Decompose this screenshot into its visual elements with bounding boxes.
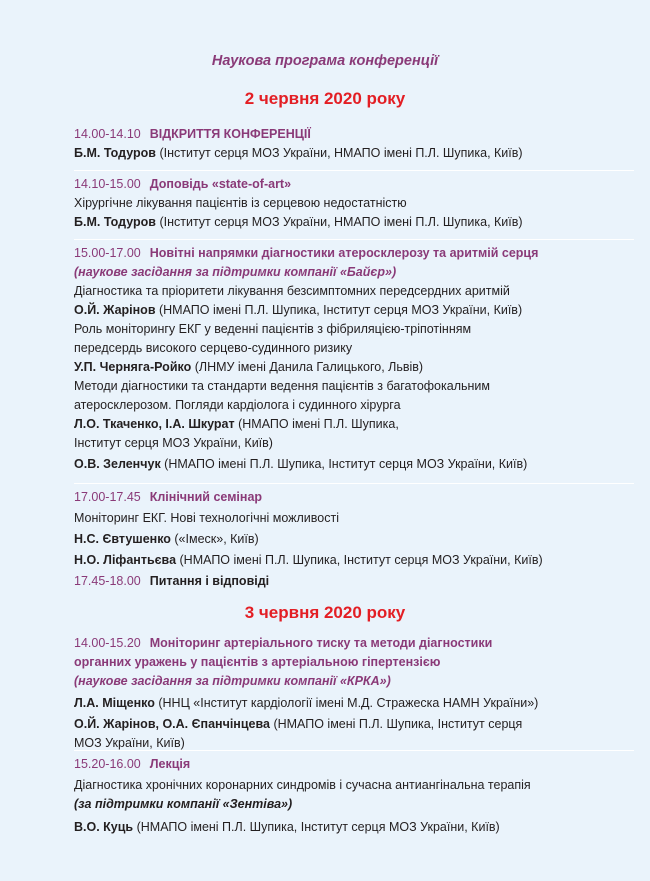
speaker-line: [74, 301, 634, 320]
talk-topic: Діагностика хронічних коронарних синдромів і сучасна антиангінальна терапія: [74, 778, 531, 792]
session-title: Лекція: [149, 757, 191, 771]
speaker-name: Б.М. Тодуров: [74, 146, 156, 160]
speaker-line: [74, 694, 634, 713]
session-lecture: [74, 755, 634, 837]
session-clinical-seminar: [74, 488, 634, 591]
session-time: 14.00-14.10: [74, 127, 141, 141]
session-title: органних уражень у пацієнтів з артеріальною гіпертензією: [74, 655, 441, 669]
speaker-line: [74, 358, 634, 377]
talk-topic: передсердь високого серцево-судинного ризику: [74, 341, 353, 355]
day2-title: 3 червня 2020 року: [244, 603, 406, 622]
session-header: [74, 755, 634, 774]
speaker-affiliation: (Інститут серця МОЗ України, НМАПО імені П.Л. Шупика, Київ): [155, 146, 523, 160]
speaker-affiliation: (Інститут серця МОЗ України, НМАПО імені П.Л. Шупика, Київ): [155, 215, 523, 229]
session-title: Питання і відповіді: [149, 574, 270, 588]
session-header: [74, 244, 634, 263]
talk-topic: Діагностика та пріоритети лікування безсимптомних передсердних аритмій: [74, 284, 510, 298]
session-title: Доповідь «state-of-art»: [149, 177, 292, 191]
session-time: 14.10-15.00: [74, 177, 141, 191]
divider: [74, 750, 634, 751]
session-header: [74, 125, 634, 144]
speaker-name: Б.М. Тодуров: [74, 215, 156, 229]
speaker-line: [74, 715, 634, 734]
session-title: Новітні напрямки діагностики атеросклерозу та аритмій серця: [149, 246, 539, 260]
speaker-line: [74, 551, 634, 570]
session-time: 17.45-18.00: [74, 574, 141, 588]
session-title: Моніторинг артеріального тиску та методи діагностики: [149, 636, 493, 650]
day1-title: 2 червня 2020 року: [244, 89, 406, 108]
talk-topic: Методи діагностики та стандарти ведення пацієнтів з багатофокальним: [74, 379, 490, 393]
speaker-affiliation: Інститут серця МОЗ України, Київ): [74, 436, 273, 450]
session-time: 17.00-17.45: [74, 490, 141, 504]
speaker-affiliation: (НМАПО імені П.Л. Шупика, Інститут серця: [269, 717, 523, 731]
talk-topic: Роль моніторингу ЕКГ у веденні пацієнтів з фібриляцією-тріпотінням: [74, 322, 472, 336]
sponsor-note: (наукове засідання за підтримки компанії «Байєр»): [74, 265, 397, 279]
speaker-name: У.П. Черняга-Ройко: [74, 360, 192, 374]
session-title: Клінічний семінар: [149, 490, 263, 504]
speaker-affiliation: (НМАПО імені П.Л. Шупика, Інститут серця МОЗ України, Київ): [155, 303, 523, 317]
speaker-name: О.Й. Жарінов, О.А. Єпанчінцева: [74, 717, 270, 731]
session-title: ВІДКРИТТЯ КОНФЕРЕНЦІЇ: [149, 127, 311, 141]
speaker-name: О.Й. Жарінов: [74, 303, 156, 317]
session-state-of-art: [74, 175, 634, 232]
session-title-cont: [74, 653, 634, 672]
session-time: 15.00-17.00: [74, 246, 141, 260]
speaker-name: О.В. Зеленчук: [74, 457, 161, 471]
divider: [74, 483, 634, 484]
speaker-affiliation: МОЗ України, Київ): [74, 736, 185, 750]
document-title: Наукова програма конференції: [211, 53, 439, 69]
speaker-affiliation: (НМАПО імені П.Л. Шупика, Інститут серця МОЗ України, Київ): [176, 553, 543, 567]
divider: [74, 170, 634, 171]
speaker-name: Н.С. Євтушенко: [74, 532, 171, 546]
speaker-name: Л.О. Ткаченко, І.А. Шкурат: [74, 417, 235, 431]
session-time: 14.00-15.20: [74, 636, 141, 650]
speaker-affiliation: (НМАПО імені П.Л. Шупика, Інститут серця МОЗ України, Київ): [160, 457, 528, 471]
session-opening: [74, 125, 634, 163]
talk-topic: атеросклерозом. Погляди кардіолога і судинного хірурга: [74, 398, 401, 412]
speaker-affiliation: (ЛНМУ імені Данила Галицького, Львів): [191, 360, 424, 374]
speaker-line: [74, 455, 634, 474]
speaker-name: Л.А. Міщенко: [74, 696, 155, 710]
speaker-name: В.О. Куць: [74, 820, 134, 834]
talk-topic: Моніторинг ЕКГ. Нові технологічні можливості: [74, 511, 339, 525]
speaker-affiliation: (НМАПО імені П.Л. Шупика,: [234, 417, 399, 431]
session-header: [74, 488, 634, 507]
speaker-name: Н.О. Ліфантьєва: [74, 553, 177, 567]
speaker-line: [74, 818, 634, 837]
speaker-line: [74, 213, 634, 232]
sponsor-note: (за підтримки компанії «Зентіва»): [74, 797, 293, 811]
session-header: [74, 634, 634, 653]
speaker-line: [74, 415, 634, 434]
speaker-line: [74, 530, 634, 549]
speaker-affiliation: (НМАПО імені П.Л. Шупика, Інститут серця МОЗ України, Київ): [133, 820, 500, 834]
speaker-affiliation: («Імеск», Київ): [170, 532, 259, 546]
session-time: 15.20-16.00: [74, 757, 141, 771]
session-blood-pressure: [74, 634, 634, 753]
speaker-line: [74, 144, 634, 163]
sponsor-note: (наукове засідання за підтримки компанії «КРКА»): [74, 674, 391, 688]
speaker-affiliation: (ННЦ «Інститут кардіології імені М.Д. Стражеска НАМН України»): [154, 696, 539, 710]
session-atherosclerosis: [74, 244, 634, 474]
session-header: [74, 572, 634, 591]
session-header: [74, 175, 634, 194]
divider: [74, 239, 634, 240]
talk-topic: Хірургічне лікування пацієнтів із серцевою недостатністю: [74, 196, 407, 210]
